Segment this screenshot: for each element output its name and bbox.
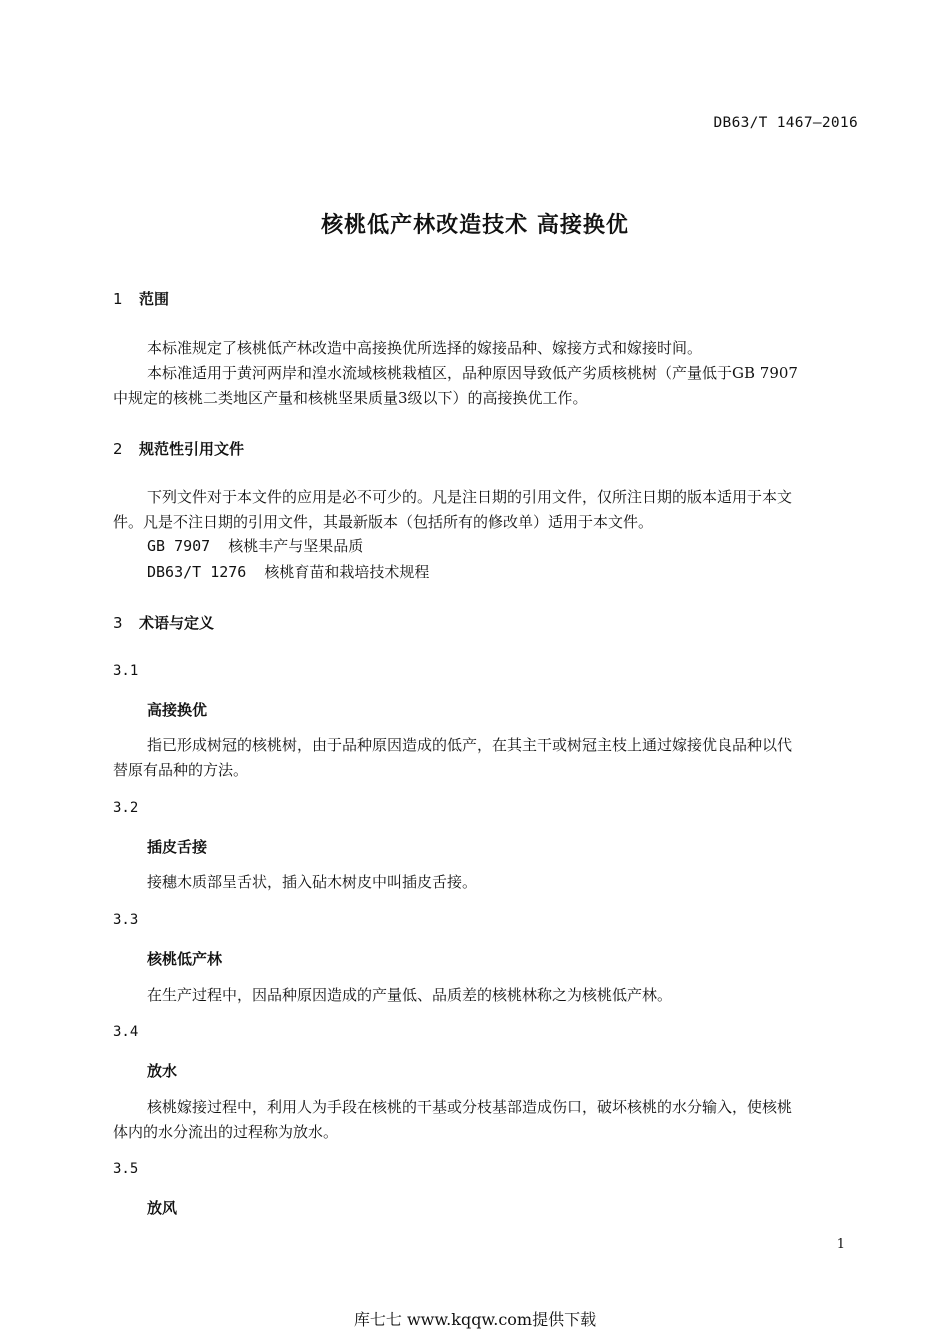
term-title: 高接换优 (147, 701, 208, 719)
document-title: 核桃低产林改造技术 高接换优 (321, 213, 629, 238)
section-heading-scope (113, 288, 169, 309)
term-definition-cont: 替原有品种的方法。 (113, 761, 249, 779)
section-number: 3 (113, 614, 123, 632)
scope-paragraph-1: 本标准规定了核桃低产林改造中高接换优所选择的嫁接品种、嫁接方式和嫁接时间。 (147, 339, 703, 357)
term-title: 放风 (147, 1199, 178, 1217)
section-number: 1 (113, 290, 123, 308)
term-definition: 在生产过程中，因品种原因造成的产量低、品质差的核桃林称之为核桃低产林。 (147, 986, 673, 1004)
term-definition: 接穗木质部呈舌状，插入砧木树皮中叫插皮舌接。 (147, 873, 478, 891)
reference-name: 核桃育苗和栽培技术规程 (264, 563, 430, 581)
footer-download-note: 库七七 www.kqqw.com提供下载 (353, 1310, 597, 1329)
reference-doc (147, 559, 429, 585)
term-title: 插皮舌接 (147, 838, 208, 856)
reference-code: GB 7907 (147, 537, 211, 555)
term-number: 3.5 (113, 1161, 139, 1177)
term-number: 3.2 (113, 800, 139, 816)
term-number: 3.4 (113, 1024, 139, 1040)
term-title: 放水 (147, 1062, 178, 1080)
page-number: 1 (836, 1237, 845, 1252)
term-title: 核桃低产林 (147, 950, 223, 968)
reference-code: DB63/T 1276 (147, 563, 247, 581)
term-definition: 指已形成树冠的核桃树，由于品种原因造成的低产，在其主干或树冠主枝上通过嫁接优良品种以代 (147, 736, 793, 754)
section-title: 规范性引用文件 (139, 440, 245, 458)
section-heading-references (113, 438, 244, 459)
term-definition: 核桃嫁接过程中，利用人为手段在核桃的干基或分枝基部造成伤口，破坏核桃的水分输入，使核桃 (147, 1098, 793, 1116)
references-paragraph: 下列文件对于本文件的应用是必不可少的。凡是注日期的引用文件，仅所注日期的版本适用于本文 (147, 488, 793, 506)
section-title: 术语与定义 (139, 614, 215, 632)
scope-paragraph-2-cont: 中规定的核桃二类地区产量和核桃坚果质量3级以下）的高接换优工作。 (113, 389, 588, 407)
references-paragraph-cont: 件。凡是不注日期的引用文件，其最新版本（包括所有的修改单）适用于本文件。 (113, 513, 654, 531)
scope-paragraph-2: 本标准适用于黄河两岸和湟水流域核桃栽植区，品种原因导致低产劣质核桃树（产量低于GB 7907 (147, 364, 798, 382)
section-heading-terms (113, 612, 214, 633)
section-title: 范围 (139, 290, 170, 308)
term-definition-cont: 体内的水分流出的过程称为放水。 (113, 1123, 339, 1141)
reference-name: 核桃丰产与坚果品质 (228, 537, 364, 555)
reference-doc (147, 533, 363, 559)
standard-code: DB63/T 1467—2016 (713, 115, 858, 131)
term-number: 3.1 (113, 663, 139, 679)
section-number: 2 (113, 440, 123, 458)
term-number: 3.3 (113, 912, 139, 928)
